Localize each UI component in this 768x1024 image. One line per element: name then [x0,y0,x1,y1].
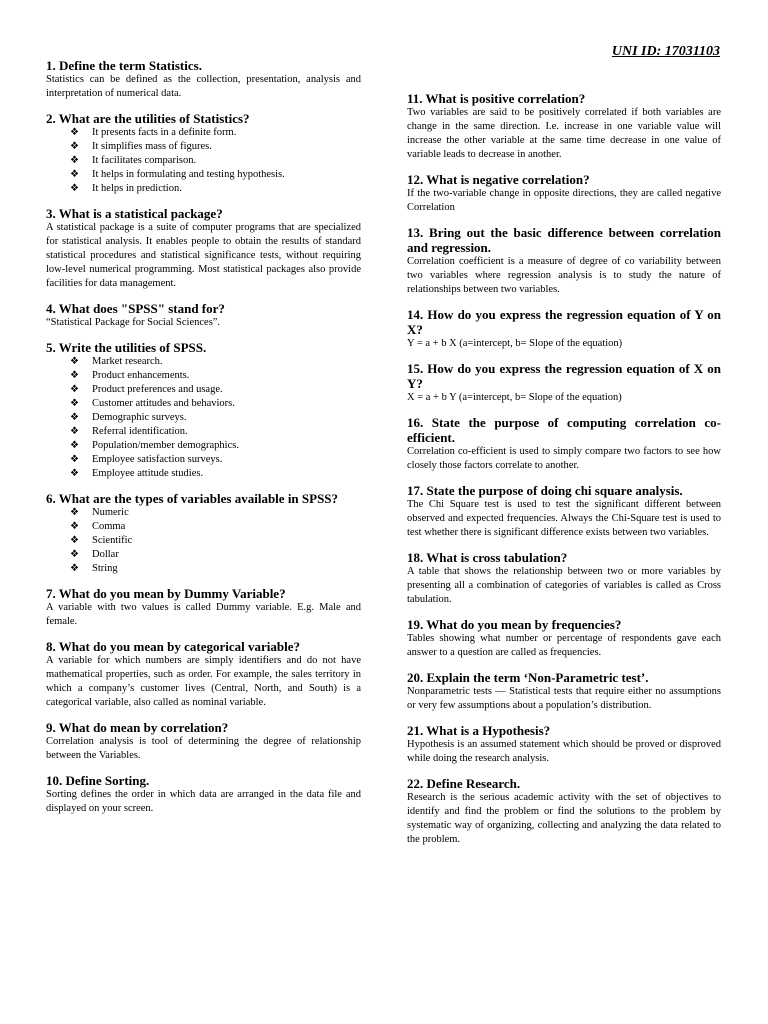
list-item: ❖ Population/member demographics. [70,440,239,451]
answer-20: Nonparametric tests — Statistical tests that require either no assumptions or very few assumptions about a population’s distribution. [407,686,721,711]
answer-22: Research is the serious academic activity with the set of objectives to identify and find the problem or find the solutions to the problem by systematic way of organizing, collecting and analyzing the data related to the problem. [407,792,721,845]
question-9: 9. What do mean by correlation? [46,720,229,735]
diamond-bullet-icon: ❖ [70,384,79,395]
qa-9 [46,720,361,763]
qa-7 [46,586,361,629]
question-18: 18. What is cross tabulation? [407,550,568,565]
diamond-bullet-icon: ❖ [70,563,79,574]
question-13: 13. Bring out the basic difference between correlation and regression. [407,225,721,255]
answer-18: A table that shows the relationship between two or more variables by presenting all a combination of categories of variables is called as Cross tabulation. [407,566,721,605]
answer-21: Hypothesis is an assumed statement which should be proved or disproved while doing the research analysis. [407,739,721,764]
list-item: ❖ It helps in prediction. [70,183,182,194]
diamond-bullet-icon: ❖ [70,454,79,465]
diamond-bullet-icon: ❖ [70,549,79,560]
qa-20 [407,670,721,713]
question-14: 14. How do you express the regression equation of Y on X? [407,307,721,337]
question-22: 22. Define Research. [407,776,521,791]
question-15: 15. How do you express the regression equation of X on Y? [407,361,721,391]
question-12: 12. What is negative correlation? [407,172,590,187]
spss-utilities-list [46,355,361,481]
list-item: ❖ Customer attitudes and behaviors. [70,398,235,409]
list-item: ❖ Referral identification. [70,426,188,437]
list-item: ❖ It simplifies mass of figures. [70,141,212,152]
right-column [407,91,721,857]
qa-10 [46,773,361,816]
answer-16: Correlation co-efficient is used to simply compare two factors to see how closely those factors correlate to another. [407,446,721,471]
diamond-bullet-icon: ❖ [70,127,79,138]
diamond-bullet-icon: ❖ [70,141,79,152]
question-3: 3. What is a statistical package? [46,206,223,221]
answer-7: A variable with two values is called Dummy variable. E.g. Male and female. [46,602,361,627]
qa-21 [407,723,721,766]
list-item: ❖ Employee attitude studies. [70,468,204,479]
answer-1: Statistics can be defined as the collection, presentation, analysis and interpretation of numerical data. [46,74,361,99]
diamond-bullet-icon: ❖ [70,507,79,518]
answer-8: A variable for which numbers are simply identifiers and do not have mathematical properties, such as order. For example, the sales territory in which a company’s customer lives (Central, North, and South) is a categorical variable, also called as nominal variable. [46,655,361,708]
question-8: 8. What do you mean by categorical variable? [46,639,300,654]
question-16: 16. State the purpose of computing correlation co-efficient. [407,415,721,445]
answer-13: Correlation coefficient is a measure of degree of co variability between two variables where regression analysis is to study the nature of relationships between two variables. [407,256,721,295]
question-20: 20. Explain the term ‘Non-Parametric test’. [407,670,649,685]
list-item: ❖ Product enhancements. [70,370,190,381]
list-item: ❖ Scientific [70,535,133,546]
qa-12 [407,172,721,215]
diamond-bullet-icon: ❖ [70,155,79,166]
qa-18 [407,550,721,607]
diamond-bullet-icon: ❖ [70,426,79,437]
question-21: 21. What is a Hypothesis? [407,723,551,738]
list-item: ❖ Demographic surveys. [70,412,187,423]
list-item: ❖ Product preferences and usage. [70,384,223,395]
diamond-bullet-icon: ❖ [70,535,79,546]
list-item: ❖ It presents facts in a definite form. [70,127,237,138]
diamond-bullet-icon: ❖ [70,468,79,479]
variable-types-list [46,506,361,576]
qa-5 [46,340,361,481]
answer-12: If the two-variable change in opposite directions, they are called negative Correlation [407,188,721,213]
question-5: 5. Write the utilities of SPSS. [46,340,207,355]
answer-11: Two variables are said to be positively correlated if both variables are change in the same direction. I.e. increase in one variable value will increase the other variable at the same time decrease in one value of variable leads to decrease in another. [407,107,721,160]
left-column [46,58,361,826]
list-item: ❖ Comma [70,521,126,532]
diamond-bullet-icon: ❖ [70,412,79,423]
qa-15 [407,361,721,405]
question-4: 4. What does "SPSS" stand for? [46,301,225,316]
diamond-bullet-icon: ❖ [70,440,79,451]
answer-9: Correlation analysis is tool of determining the degree of relationship between the Variables. [46,736,361,761]
diamond-bullet-icon: ❖ [70,521,79,532]
question-7: 7. What do you mean by Dummy Variable? [46,586,286,601]
diamond-bullet-icon: ❖ [70,356,79,367]
list-item: ❖ It helps in formulating and testing hypothesis. [70,169,285,180]
answer-17: The Chi Square test is used to test the significant different between observed and expected frequencies. Always the Chi-Square test is used to test whether there is significant difference exists between two variables. [407,499,721,538]
diamond-bullet-icon: ❖ [70,398,79,409]
qa-1 [46,58,361,101]
question-11: 11. What is positive correlation? [407,91,586,106]
diamond-bullet-icon: ❖ [70,169,79,180]
list-item: ❖ Dollar [70,549,119,560]
question-6: 6. What are the types of variables available in SPSS? [46,491,339,506]
answer-10: Sorting defines the order in which data are arranged in the data file and displayed on your screen. [46,789,361,814]
question-17: 17. State the purpose of doing chi square analysis. [407,483,683,498]
answer-19: Tables showing what number or percentage of respondents gave each answer to a question are called as frequencies. [407,633,721,658]
diamond-bullet-icon: ❖ [70,183,79,194]
uni-id-header: UNI ID: 17031103 [611,44,720,59]
qa-11 [407,91,721,162]
utilities-list [46,126,361,196]
question-19: 19. What do you mean by frequencies? [407,617,622,632]
question-2: 2. What are the utilities of Statistics? [46,111,250,126]
answer-4: “Statistical Package for Social Sciences”. [46,317,221,328]
question-10: 10. Define Sorting. [46,773,150,788]
qa-3 [46,206,361,291]
qa-4 [46,301,361,330]
qa-8 [46,639,361,710]
answer-3: A statistical package is a suite of computer programs that are specialized for statistical analysis. It enables people to obtain the results of standard statistical procedures and statistical significance tests, without requiring low-level numerical programming. Most statistical packages also provide facilities for data management. [46,222,361,289]
list-item: ❖ String [70,563,118,574]
qa-13 [407,225,721,297]
list-item: ❖ Employee satisfaction surveys. [70,454,223,465]
qa-2 [46,111,361,196]
diamond-bullet-icon: ❖ [70,370,79,381]
qa-17 [407,483,721,540]
answer-14: Y = a + b X (a=intercept, b= Slope of the equation) [407,338,623,349]
qa-22 [407,776,721,847]
qa-6 [46,491,361,576]
qa-19 [407,617,721,660]
list-item: ❖ Market research. [70,356,163,367]
question-1: 1. Define the term Statistics. [46,58,202,73]
qa-14 [407,307,721,351]
answer-15: X = a + b Y (a=intercept, b= Slope of the equation) [407,392,622,403]
list-item: ❖ It facilitates comparison. [70,155,197,166]
qa-16 [407,415,721,473]
list-item: ❖ Numeric [70,507,129,518]
